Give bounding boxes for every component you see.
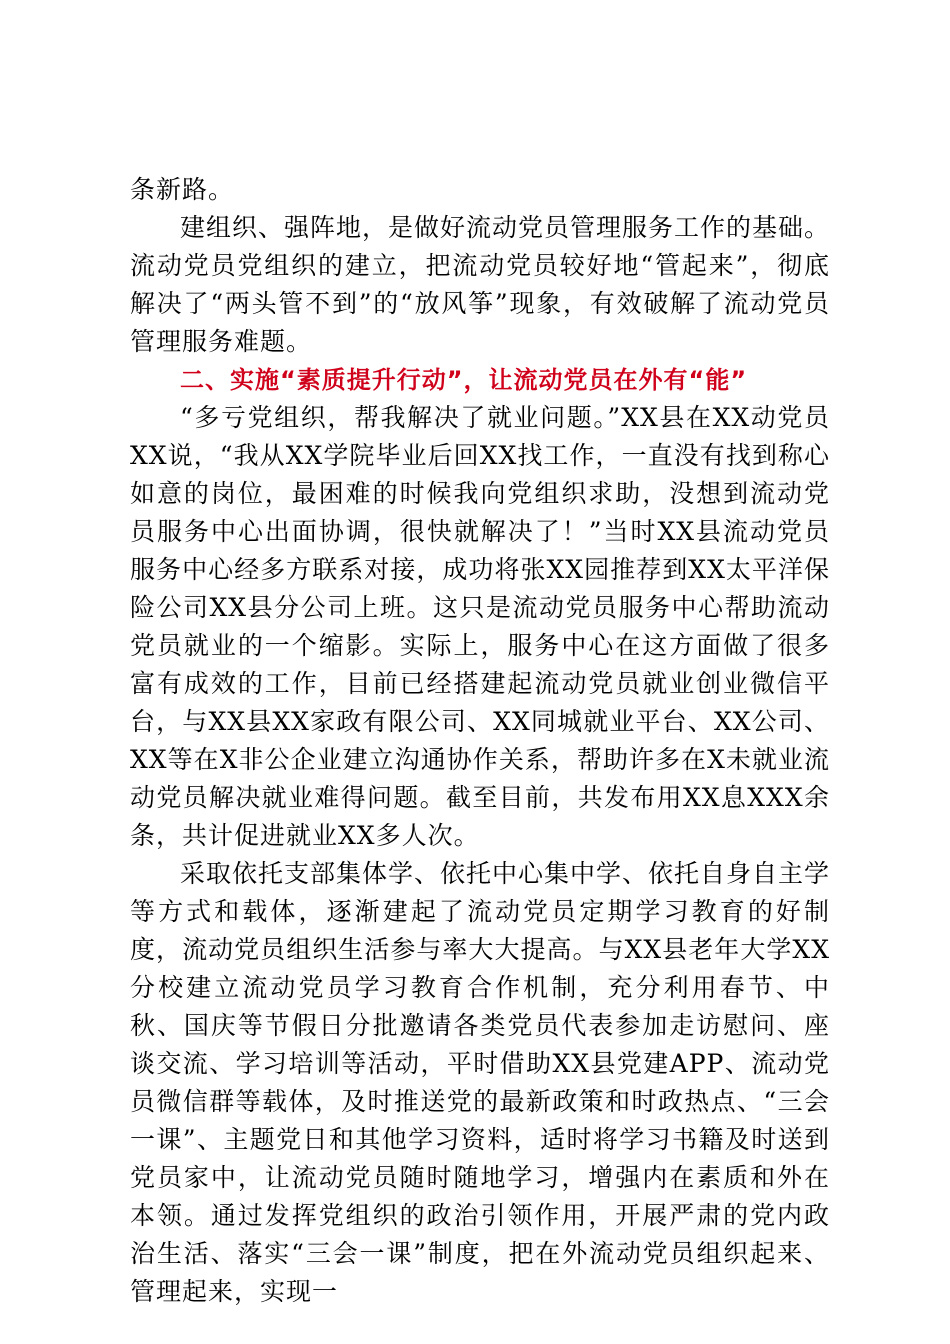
- paragraph-employment-story: “多亏党组织，帮我解决了就业问题。”XX县在XX动党员XX说，“我从XX学院毕业后回XX找工作，一直没有找到称心如意的岗位，最困难的时候我向党组织求助，没想到流动党员服务中心出面协调，很快就解决了！”当时XX县流动党员服务中心经多方联系对接，成功将张XX园推荐到XX太平洋保险公司XX县分公司上班。这只是流动党员服务中心帮助流动党员就业的一个缩影。实际上，服务中心在这方面做了很多富有成效的工作，目前已经搭建起流动党员就业创业微信平台，与XX县XX家政有限公司、XX同城就业平台、XX公司、XX等在X非公企业建立沟通协作关系，帮助许多在X未就业流动党员解决就业难得问题。截至目前，共发布用XX息XXX余条，共计促进就业XX多人次。: [130, 403, 830, 850]
- paragraph-continuation: 条新路。: [130, 175, 235, 204]
- document-body: [130, 171, 830, 1311]
- paragraph-organization-building: 建组织、强阵地，是做好流动党员管理服务工作的基础。流动党员党组织的建立，把流动党员较好地“管起来”，彻底解决了“两头管不到”的“放风筝”现象，有效破解了流动党员管理服务难题。: [130, 213, 831, 356]
- paragraph-study-education: 采取依托支部集体学、依托中心集中学、依托自身自主学等方式和载体，逐渐建起了流动党员定期学习教育的好制度，流动党员组织生活参与率大大提高。与XX县老年大学XX分校建立流动党员学习教育合作机制，充分利用春节、中秋、国庆等节假日分批邀请各类党员代表参加走访慰问、座谈交流、学习培训等活动，平时借助XX县党建APP、流动党员微信群等载体，及时推送党的最新政策和时政热点、“三会一课”、主题党日和其他学习资料，适时将学习书籍及时送到党员家中，让流动党员随时随地学习，增强内在素质和外在本领。通过发挥党组织的政治引领作用，开展严肃的党内政治生活、落实“三会一课”制度，把在外流动党员组织起来、管理起来，实现一: [130, 859, 831, 1306]
- section-heading-2: 二、实施“素质提升行动”，让流动党员在外有“能”: [180, 366, 748, 394]
